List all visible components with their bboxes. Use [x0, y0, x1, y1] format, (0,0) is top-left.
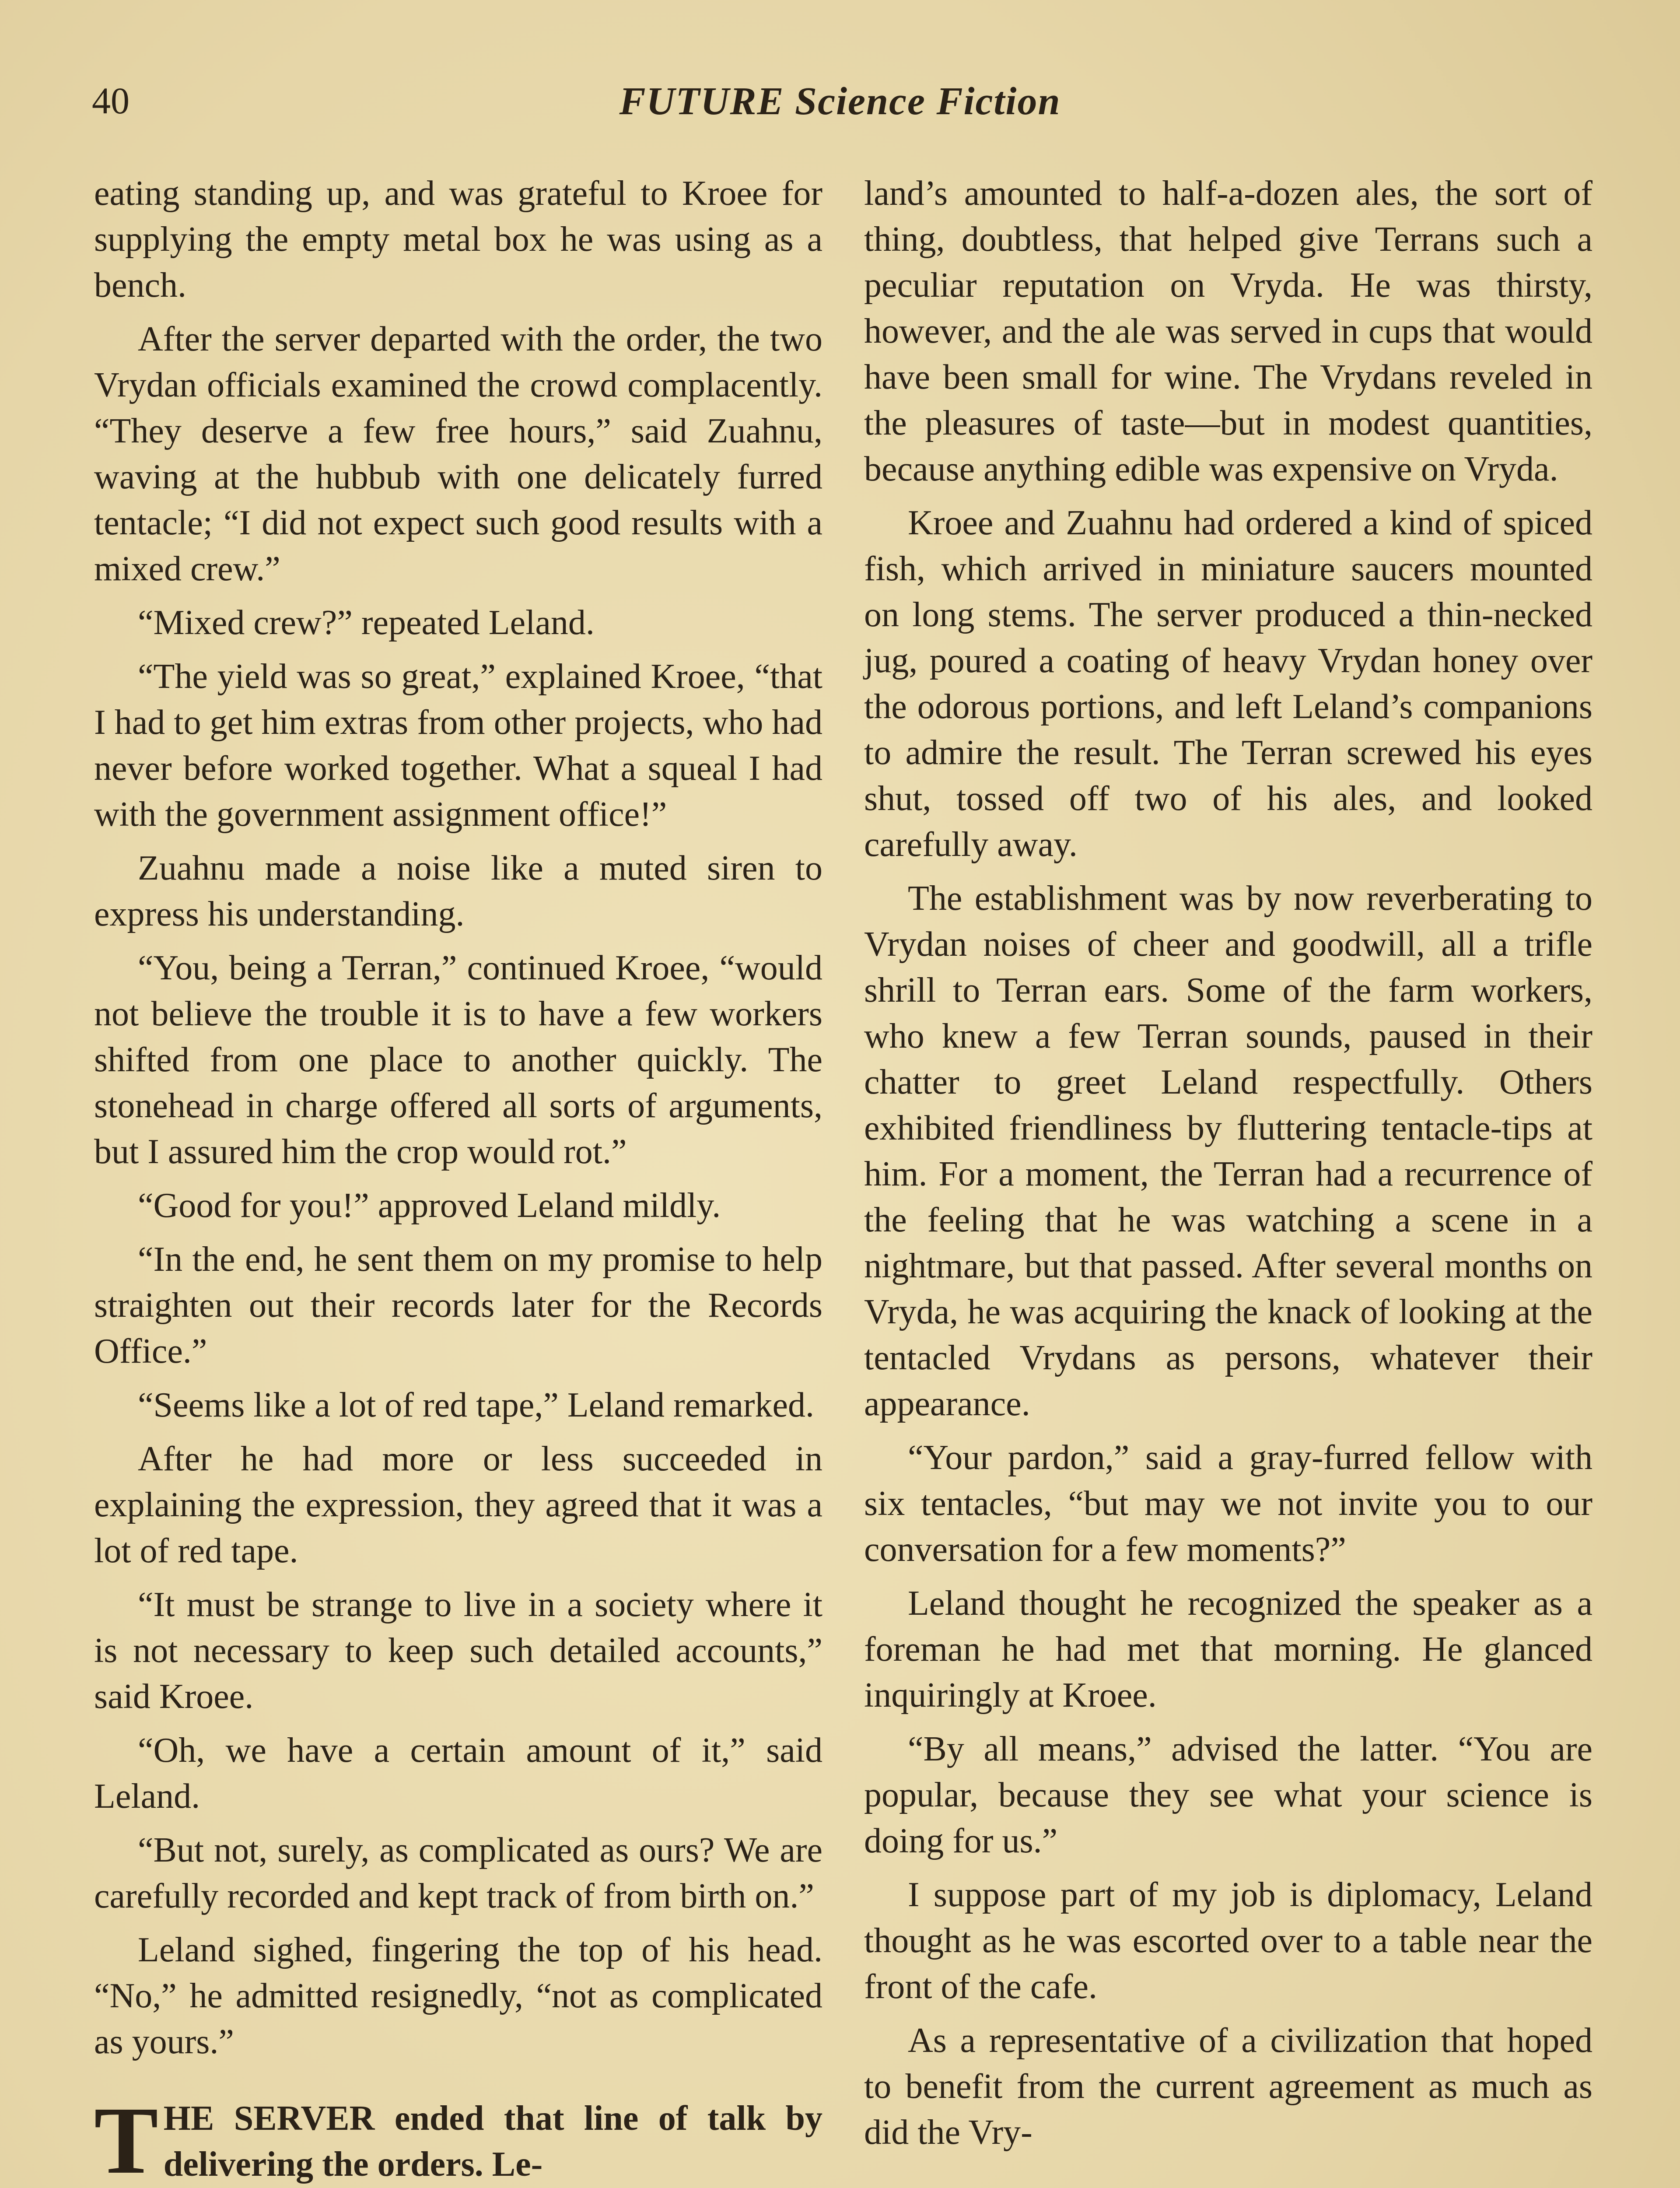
paragraph: “The yield was so great,” explained Kroee, “that I had to get him extras from other projects, who had never before worked together. What a squeal I had with the government assignment office!”	[94, 657, 822, 834]
running-title: FUTURE Science Fiction	[619, 80, 1061, 123]
page-header	[92, 79, 1588, 131]
italic-thought-paragraph: I suppose part of my job is diplomacy, Leland thought as he was escorted over to a table near the front of the cafe.	[864, 1876, 1592, 2006]
paragraph: “Your pardon,” said a gray-furred fellow with six tentacles, “but may we not invite you to our conversation for a few moments?”	[864, 1438, 1592, 1569]
paragraph: land’s amounted to half-a-dozen ales, the sort of thing, doubtless, that helped give Terrans such a peculiar reputation on Vryda. He was thirsty, however, and the ale was served in cups that would have been small for wine. The Vrydans reveled in the pleasures of taste—but in modest quantities, because anything edible was expensive on Vryda.	[864, 174, 1592, 488]
paragraph: “Good for you!” approved Leland mildly.	[138, 1186, 721, 1225]
right-column	[864, 171, 1592, 2163]
left-column	[94, 171, 822, 2188]
page-number: 40	[92, 80, 130, 122]
paragraph: Leland sighed, fingering the top of his head. “No,” he admitted resignedly, “not as complicated as yours.”	[94, 1931, 822, 2061]
paragraph: “In the end, he sent them on my promise to help straighten out their records later for the Records Office.”	[94, 1240, 822, 1371]
paragraph: As a representative of a civilization that hoped to benefit from the current agreement as much as did the Vry-	[864, 2021, 1592, 2152]
paragraph: “It must be strange to live in a society where it is not necessary to keep such detailed accounts,” said Kroee.	[94, 1585, 822, 1716]
paragraph: The establishment was by now reverberating to Vrydan noises of cheer and goodwill, all a trifle shrill to Terran ears. Some of the farm workers, who knew a few Terran sounds, paused in their chatter to greet Leland respectfully. Others exhibited friendliness by fluttering tentacle-tips at him. For a moment, the Terran had a recurrence of the feeling that he was watching a scene in a nightmare, but that passed. After several months on Vryda, he was acquiring the knack of looking at the tentacled Vrydans as persons, whatever their appearance.	[864, 879, 1592, 1423]
drop-cap: T	[94, 2087, 158, 2188]
paragraph: Leland thought he recognized the speaker as a foreman he had met that morning. He glanced inquiringly at Kroee.	[864, 1584, 1592, 1715]
paragraph: After the server departed with the order, the two Vrydan officials examined the crowd complacently. “They deserve a few free hours,” said Zuahnu, waving at the hubbub with one delicately furred tentacle; “I did not expect such good results with a mixed crew.”	[94, 320, 822, 588]
paragraph: eating standing up, and was grateful to Kroee for supplying the empty metal box he was using as a bench.	[94, 174, 822, 305]
paragraph: After he had more or less succeeded in explaining the expression, they agreed that it was a lot of red tape.	[94, 1440, 822, 1570]
paragraph: Zuahnu made a noise like a muted siren to express his understanding.	[94, 849, 822, 933]
paragraph: “By all means,” advised the latter. “You are popular, because they see what your science is doing for us.”	[864, 1730, 1592, 1860]
paragraph: “Oh, we have a certain amount of it,” said Leland.	[94, 1731, 822, 1816]
section-opening-paragraph	[94, 2087, 822, 2188]
paragraph: “Seems like a lot of red tape,” Leland remarked.	[138, 1386, 814, 1424]
paragraph: “You, being a Terran,” continued Kroee, “would not believe the trouble it is to have a few workers shifted from one place to another quickly. The stonehead in charge offered all sorts of arguments, but I assured him the crop would rot.”	[94, 949, 822, 1171]
paragraph: “But not, surely, as complicated as ours? We are carefully recorded and kept track of from birth on.”	[94, 1831, 822, 1915]
paragraph: “Mixed crew?” repeated Leland.	[138, 603, 595, 642]
opening-text: ended that line of talk by delivering the orders. Le-	[163, 2099, 822, 2184]
lead-words: HE SERVER	[163, 2099, 375, 2138]
paragraph: Kroee and Zuahnu had ordered a kind of spiced fish, which arrived in miniature saucers mounted on long stems. The server produced a thin-necked jug, poured a coating of heavy Vrydan honey over the odorous portions, and left Leland’s companions to admire the result. The Terran screwed his eyes shut, tossed off two of his ales, and looked carefully away.	[864, 504, 1592, 864]
